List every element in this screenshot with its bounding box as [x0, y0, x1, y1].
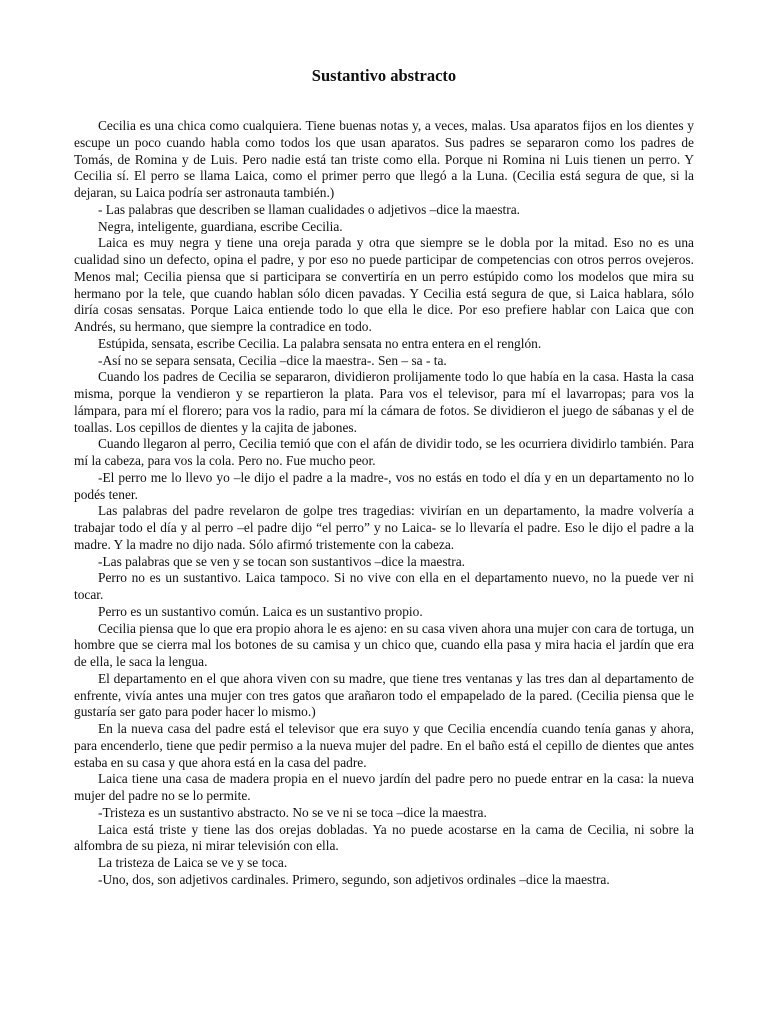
paragraph: Laica es muy negra y tiene una oreja parada y otra que siempre se le dobla por la mitad. Eso no es una cualidad sino un defecto, opina el padre, y por eso no puede participar de competencias con otros perros ovejeros. Menos mal; Cecilia piensa que si participara se convertiría en un perro estúpido como los modelos que mira su hermano por la tele, que cuando hablan sólo dicen pavadas. Y Cecilia está segura de que, si Laica hablara, sólo diría cosas sensatas. Porque Laica entiende todo lo que ella le dice. Por eso prefiere hablar con Laica que con Andrés, su hermano, que siempre la contradice en todo. — [74, 235, 694, 334]
paragraph: - Las palabras que describen se llaman cualidades o adjetivos –dice la maestra. — [98, 201, 521, 217]
paragraph: Negra, inteligente, guardiana, escribe Cecilia. — [98, 218, 343, 234]
paragraph: Perro es un sustantivo común. Laica es un sustantivo propio. — [98, 603, 423, 619]
paragraph: La tristeza de Laica se ve y se toca. — [98, 855, 288, 870]
paragraph: Cecilia es una chica como cualquiera. Tiene buenas notas y, a veces, malas. Usa aparatos fijos en los dientes y escupe un poco cuando habla como todos los que usan aparatos. Sus padres se separaron como los padres de Tomás, de Romina y de Luis. Pero nadie está tan triste como ella. Porque ni Romina ni Luis tienen un perro. Y Cecilia sí. El perro se llama Laica, como el primer perro que llegó a la Luna. (Cecilia está segura de que, si la dejaran, su Laica podría ser astronauta también.) — [74, 118, 694, 200]
paragraph: En la nueva casa del padre está el televisor que era suyo y que Cecilia encendía cuando tenía ganas y ahora, para encenderlo, tiene que pedir permiso a la nueva mujer del padre. En el baño está el cepillo de dientes que antes estaba en su casa y que ahora está en la casa del padre. — [74, 721, 694, 770]
paragraph: -El perro me lo llevo yo –le dijo el padre a la madre-, vos no estás en todo el día y en un departamento no lo podés tener. — [74, 469, 694, 502]
paragraph: Perro no es un sustantivo. Laica tampoco. Si no vive con ella en el departamento nuevo, no la puede ver ni tocar. — [74, 570, 694, 602]
paragraph: Estúpida, sensata, escribe Cecilia. La palabra sensata no entra entera en el renglón. — [98, 335, 542, 351]
paragraph: Cecilia piensa que lo que era propio ahora le es ajeno: en su casa viven ahora una mujer con cara de tortuga, un hombre que se cierra mal los botones de su camisa y un chico que, cuando ella pasa y mira hacia el jardín que era de ella, le saca la lengua. — [74, 620, 695, 669]
paragraph: Cuando llegaron al perro, Cecilia temió que con el afán de dividir todo, se les ocurriera dividirlo también. Para mí la cabeza, para vos la cola. Pero no. Fue mucho peor. — [74, 436, 694, 468]
document-title: Sustantivo abstracto — [311, 66, 457, 85]
paragraph: Cuando los padres de Cecilia se separaron, dividieron prolijamente todo lo que había en la casa. Hasta la casa misma, porque la vendieron y se repartieron la plata. Para vos el televisor, para mí el lavarropas; para vos la lámpara, para mí el florero; para vos la radio, para mí la cámara de fotos. Se dividieron el juego de sábanas y el de toallas. Los cepillos de dientes y la cajita de jabones. — [74, 369, 694, 435]
paragraph: -Así no se separa sensata, Cecilia –dice la maestra-. Sen – sa - ta. — [98, 352, 447, 368]
paragraph: Laica está triste y tiene las dos orejas dobladas. Ya no puede acostarse en la cama de Cecilia, ni sobre la alfombra de su pieza, ni mirar televisión con ella. — [74, 821, 694, 854]
paragraph: Laica tiene una casa de madera propia en el nuevo jardín del padre pero no puede entrar en la casa: la nueva mujer del padre no se lo permite. — [74, 771, 694, 803]
paragraph: -Las palabras que se ven y se tocan son sustantivos –dice la maestra. — [98, 553, 466, 569]
paragraph: -Tristeza es un sustantivo abstracto. No se ve ni se toca –dice la maestra. — [98, 804, 487, 820]
document-body — [74, 118, 694, 889]
paragraph: -Uno, dos, son adjetivos cardinales. Primero, segundo, son adjetivos ordinales –dice la maestra. — [98, 871, 610, 887]
paragraph: Las palabras del padre revelaron de golpe tres tragedias: vivirían en un departamento, la madre volvería a trabajar todo el día y al perro –el padre dijo “el perro” y no Laica- se lo llevaría el padre. Eso le dijo el padre a la madre. Y la madre no dijo nada. Sólo afirmó tristemente con la cabeza. — [74, 503, 694, 552]
paragraph: El departamento en el que ahora viven con su madre, que tiene tres ventanas y las tres dan al departamento de enfrente, vivía antes una mujer con tres gatos que arañaron todo el empapelado de la pared. (Cecilia piensa que le gustaría ser gato para poder hacer lo mismo.) — [74, 670, 694, 720]
